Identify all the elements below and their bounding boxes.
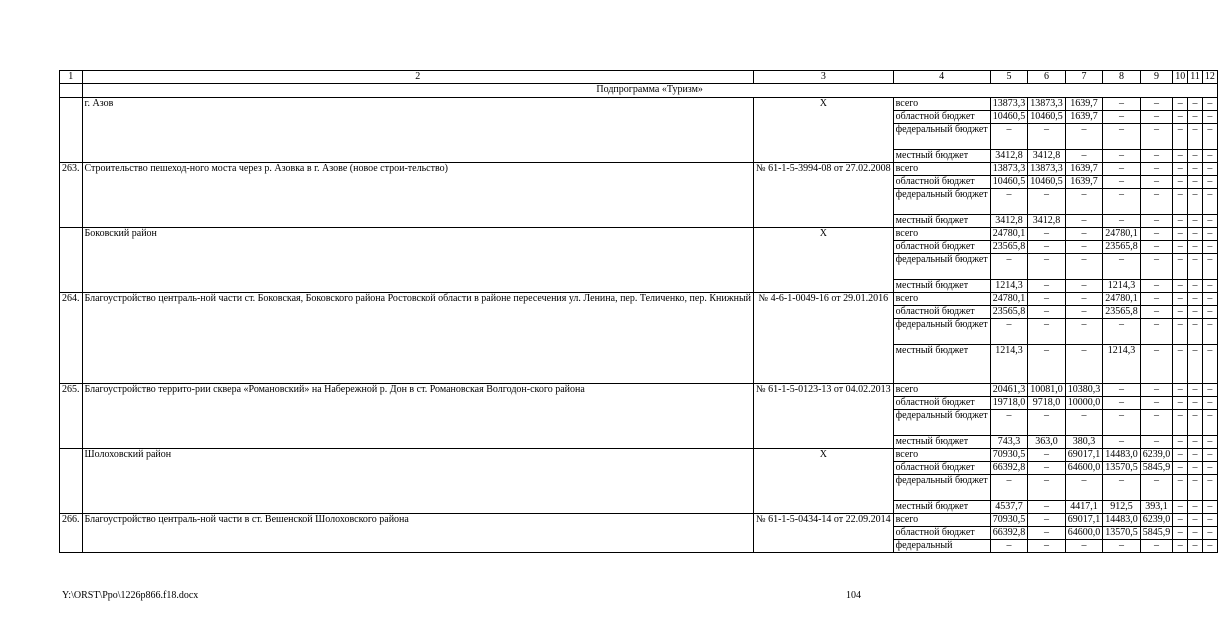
amount-cell: – (1202, 228, 1217, 241)
amount-cell: 24780,1 (990, 293, 1028, 306)
amount-cell: – (1202, 449, 1217, 462)
amount-cell: – (1065, 254, 1103, 280)
column-header: 1 (60, 71, 83, 84)
amount-cell: – (1140, 215, 1173, 228)
row-number: 265. (60, 384, 83, 449)
amount-cell: 23565,8 (990, 306, 1028, 319)
amount-cell: – (1202, 384, 1217, 397)
amount-cell: 10460,5 (990, 111, 1028, 124)
amount-cell: 3412,8 (1028, 215, 1066, 228)
amount-cell: – (1202, 163, 1217, 176)
budget-source-label: местный бюджет (893, 436, 990, 449)
amount-cell: 6239,0 (1140, 449, 1173, 462)
amount-cell: – (1173, 228, 1188, 241)
amount-cell: – (1103, 111, 1141, 124)
amount-cell: – (1188, 345, 1203, 384)
table-row (60, 449, 1218, 462)
amount-cell: – (1028, 410, 1066, 436)
amount-cell: – (1202, 150, 1217, 163)
project-document: № 61-1-5-0434-14 от 22.09.2014 (754, 514, 894, 553)
amount-cell: – (1202, 527, 1217, 540)
amount-cell: – (1140, 98, 1173, 111)
amount-cell: – (1188, 124, 1203, 150)
amount-cell: 24780,1 (1103, 228, 1141, 241)
amount-cell: – (990, 124, 1028, 150)
amount-cell: 13570,5 (1103, 527, 1141, 540)
column-header: 7 (1065, 71, 1103, 84)
amount-cell: – (1188, 475, 1203, 501)
amount-cell: – (1173, 306, 1188, 319)
amount-cell: – (1173, 475, 1188, 501)
project-document: № 4-6-1-0049-16 от 29.01.2016 (754, 293, 894, 384)
table-row (60, 163, 1218, 176)
budget-source-label: местный бюджет (893, 501, 990, 514)
amount-cell: – (1188, 501, 1203, 514)
amount-cell: – (1173, 189, 1188, 215)
amount-cell: – (1103, 163, 1141, 176)
amount-cell: – (1173, 345, 1188, 384)
amount-cell: – (990, 475, 1028, 501)
amount-cell: – (1173, 449, 1188, 462)
amount-cell: – (1173, 280, 1188, 293)
amount-cell: – (1103, 436, 1141, 449)
column-header: 9 (1140, 71, 1173, 84)
amount-cell: 1214,3 (990, 345, 1028, 384)
document-path: Y:\ORST\Ppo\1226p866.f18.docx (62, 590, 199, 601)
amount-cell: 380,3 (1065, 436, 1103, 449)
amount-cell: 69017,1 (1065, 514, 1103, 527)
amount-cell: – (1103, 150, 1141, 163)
amount-cell: 10460,5 (1028, 176, 1066, 189)
amount-cell: – (1065, 306, 1103, 319)
column-header: 10 (1173, 71, 1188, 84)
object-name: г. Азов (82, 98, 754, 163)
amount-cell: – (1103, 319, 1141, 345)
amount-cell: 912,5 (1103, 501, 1141, 514)
amount-cell: 1639,7 (1065, 176, 1103, 189)
amount-cell: – (1140, 176, 1173, 189)
budget-source-label: местный бюджет (893, 150, 990, 163)
amount-cell: 10081,0 (1028, 384, 1066, 397)
amount-cell: – (1202, 176, 1217, 189)
amount-cell: – (1028, 254, 1066, 280)
amount-cell: 19718,0 (990, 397, 1028, 410)
amount-cell: – (1140, 280, 1173, 293)
object-name: Шолоховский район (82, 449, 754, 514)
amount-cell: – (1028, 449, 1066, 462)
amount-cell: – (1140, 189, 1173, 215)
amount-cell: – (1173, 293, 1188, 306)
amount-cell: – (990, 540, 1028, 553)
budget-source-label: всего (893, 384, 990, 397)
amount-cell: – (990, 319, 1028, 345)
amount-cell: 13873,3 (990, 163, 1028, 176)
amount-cell: – (1188, 228, 1203, 241)
amount-cell: – (1202, 462, 1217, 475)
amount-cell: – (1188, 306, 1203, 319)
amount-cell: – (1103, 176, 1141, 189)
budget-source-label: областной бюджет (893, 176, 990, 189)
amount-cell: 24780,1 (1103, 293, 1141, 306)
amount-cell: 20461,3 (990, 384, 1028, 397)
amount-cell: – (1173, 436, 1188, 449)
amount-cell: – (990, 410, 1028, 436)
amount-cell: – (990, 254, 1028, 280)
amount-cell: 3412,8 (990, 215, 1028, 228)
amount-cell: – (1202, 410, 1217, 436)
amount-cell: – (1065, 319, 1103, 345)
amount-cell: – (1140, 150, 1173, 163)
column-header: 11 (1188, 71, 1203, 84)
budget-source-label: областной бюджет (893, 111, 990, 124)
amount-cell: – (1103, 397, 1141, 410)
amount-cell: – (1140, 540, 1173, 553)
budget-table (59, 70, 1218, 553)
table-row (60, 228, 1218, 241)
subprogram-row (60, 84, 1218, 98)
table-row (60, 514, 1218, 527)
amount-cell: – (1173, 319, 1188, 345)
amount-cell: – (1028, 241, 1066, 254)
amount-cell: – (1173, 124, 1188, 150)
amount-cell: – (1173, 176, 1188, 189)
amount-cell: 13873,3 (990, 98, 1028, 111)
amount-cell: – (1188, 449, 1203, 462)
amount-cell: – (1173, 163, 1188, 176)
amount-cell: 10000,0 (1065, 397, 1103, 410)
amount-cell: 13873,3 (1028, 163, 1066, 176)
amount-cell: – (1140, 163, 1173, 176)
row-number: 264. (60, 293, 83, 384)
amount-cell: – (1028, 345, 1066, 384)
amount-cell: 10460,5 (990, 176, 1028, 189)
amount-cell: – (1140, 436, 1173, 449)
amount-cell: 9718,0 (1028, 397, 1066, 410)
amount-cell: – (1103, 410, 1141, 436)
amount-cell: – (1103, 98, 1141, 111)
amount-cell: – (1065, 475, 1103, 501)
amount-cell: – (1140, 410, 1173, 436)
column-header: 3 (754, 71, 894, 84)
project-document: Х (754, 449, 894, 514)
amount-cell: – (1140, 111, 1173, 124)
project-document: № 61-1-5-0123-13 от 04.02.2013 (754, 384, 894, 449)
amount-cell: – (1173, 241, 1188, 254)
amount-cell: – (1065, 280, 1103, 293)
amount-cell: – (1140, 345, 1173, 384)
amount-cell: – (1202, 514, 1217, 527)
amount-cell: – (1188, 98, 1203, 111)
amount-cell: 1639,7 (1065, 163, 1103, 176)
amount-cell: – (1202, 111, 1217, 124)
amount-cell: – (1202, 319, 1217, 345)
budget-source-label: местный бюджет (893, 215, 990, 228)
amount-cell: 1639,7 (1065, 98, 1103, 111)
amount-cell: – (1173, 150, 1188, 163)
amount-cell: – (1202, 436, 1217, 449)
budget-source-label: областной бюджет (893, 397, 990, 410)
amount-cell: 23565,8 (990, 241, 1028, 254)
amount-cell: 363,0 (1028, 436, 1066, 449)
amount-cell: – (1028, 306, 1066, 319)
amount-cell: – (1202, 241, 1217, 254)
amount-cell: – (1202, 280, 1217, 293)
table-row (60, 293, 1218, 306)
amount-cell: – (1188, 319, 1203, 345)
row-number (60, 449, 83, 514)
amount-cell: – (1202, 189, 1217, 215)
amount-cell: 64600,0 (1065, 527, 1103, 540)
column-header: 2 (82, 71, 754, 84)
subprogram-title: Подпрограмма «Туризм» (82, 84, 1217, 98)
budget-source-label: местный бюджет (893, 280, 990, 293)
table-row (60, 98, 1218, 111)
table-row (60, 384, 1218, 397)
object-name: Боковский район (82, 228, 754, 293)
amount-cell: – (1140, 319, 1173, 345)
amount-cell: – (1202, 215, 1217, 228)
amount-cell: 64600,0 (1065, 462, 1103, 475)
column-header: 5 (990, 71, 1028, 84)
budget-source-label: всего (893, 293, 990, 306)
row-number (60, 98, 83, 163)
amount-cell: – (1188, 280, 1203, 293)
amount-cell: – (1028, 189, 1066, 215)
amount-cell: – (1028, 124, 1066, 150)
amount-cell: – (1103, 189, 1141, 215)
amount-cell: 13570,5 (1103, 462, 1141, 475)
project-document: Х (754, 228, 894, 293)
budget-source-label: всего (893, 98, 990, 111)
amount-cell: 23565,8 (1103, 306, 1141, 319)
amount-cell: – (1103, 254, 1141, 280)
budget-source-label: областной бюджет (893, 306, 990, 319)
row-number (60, 228, 83, 293)
amount-cell: – (1140, 124, 1173, 150)
amount-cell: – (1188, 163, 1203, 176)
amount-cell: – (1188, 410, 1203, 436)
amount-cell: – (1188, 254, 1203, 280)
amount-cell: 66392,8 (990, 527, 1028, 540)
amount-cell: 3412,8 (990, 150, 1028, 163)
amount-cell: – (1188, 436, 1203, 449)
amount-cell: – (1028, 527, 1066, 540)
amount-cell: – (1188, 241, 1203, 254)
amount-cell: 14483,0 (1103, 449, 1141, 462)
amount-cell: – (1188, 150, 1203, 163)
amount-cell: 6239,0 (1140, 514, 1173, 527)
budget-source-label: федеральный бюджет (893, 475, 990, 501)
budget-source-label: областной бюджет (893, 462, 990, 475)
amount-cell: 10460,5 (1028, 111, 1066, 124)
amount-cell: 14483,0 (1103, 514, 1141, 527)
amount-cell: – (1188, 397, 1203, 410)
amount-cell: – (1173, 540, 1188, 553)
column-header: 8 (1103, 71, 1141, 84)
amount-cell: 1639,7 (1065, 111, 1103, 124)
amount-cell: – (1202, 124, 1217, 150)
amount-cell: – (1065, 228, 1103, 241)
amount-cell: 3412,8 (1028, 150, 1066, 163)
amount-cell: – (1188, 189, 1203, 215)
amount-cell: – (1173, 254, 1188, 280)
amount-cell: – (1202, 397, 1217, 410)
budget-source-label: всего (893, 514, 990, 527)
amount-cell: – (1188, 462, 1203, 475)
amount-cell: – (1202, 475, 1217, 501)
amount-cell: – (1140, 241, 1173, 254)
amount-cell: – (1188, 111, 1203, 124)
amount-cell: – (1065, 215, 1103, 228)
page-number: 104 (846, 590, 861, 601)
amount-cell: – (1065, 540, 1103, 553)
amount-cell: 1214,3 (1103, 345, 1141, 384)
amount-cell: – (1140, 475, 1173, 501)
amount-cell: – (1202, 254, 1217, 280)
budget-source-label: федеральный бюджет (893, 254, 990, 280)
amount-cell: – (1028, 540, 1066, 553)
budget-source-label: федеральный (893, 540, 990, 553)
amount-cell: – (1065, 293, 1103, 306)
amount-cell: – (1188, 540, 1203, 553)
amount-cell: – (1188, 384, 1203, 397)
amount-cell: 23565,8 (1103, 241, 1141, 254)
object-name: Благоустройство централь-ной части ст. Боковская, Боковского района Ростовской области в районе пересечения ул. Ленина, пер. Теличенко, пер. Книжный (82, 293, 754, 384)
amount-cell: 743,3 (990, 436, 1028, 449)
amount-cell: – (1173, 501, 1188, 514)
amount-cell: – (1173, 527, 1188, 540)
amount-cell: – (1173, 111, 1188, 124)
amount-cell: 4537,7 (990, 501, 1028, 514)
amount-cell: – (1202, 345, 1217, 384)
amount-cell: – (1173, 514, 1188, 527)
amount-cell: – (1173, 98, 1188, 111)
budget-source-label: федеральный бюджет (893, 124, 990, 150)
amount-cell: 1214,3 (1103, 280, 1141, 293)
amount-cell: – (1103, 124, 1141, 150)
object-name: Благоустройство террито-рии сквера «Романовский» на Набережной р. Дон в ст. Романовская Волгодон-ского района (82, 384, 754, 449)
amount-cell: – (1188, 527, 1203, 540)
budget-source-label: местный бюджет (893, 345, 990, 384)
row-number: 263. (60, 163, 83, 228)
amount-cell: – (1173, 384, 1188, 397)
amount-cell: – (1140, 384, 1173, 397)
amount-cell: – (1188, 293, 1203, 306)
amount-cell: – (1188, 215, 1203, 228)
amount-cell: – (1140, 306, 1173, 319)
amount-cell: – (1103, 540, 1141, 553)
amount-cell: 1214,3 (990, 280, 1028, 293)
budget-source-label: всего (893, 449, 990, 462)
amount-cell: – (1202, 540, 1217, 553)
amount-cell: 10380,3 (1065, 384, 1103, 397)
amount-cell: 13873,3 (1028, 98, 1066, 111)
budget-source-label: федеральный бюджет (893, 319, 990, 345)
amount-cell: – (1065, 345, 1103, 384)
amount-cell: – (1103, 215, 1141, 228)
amount-cell: – (1028, 514, 1066, 527)
amount-cell: – (1028, 280, 1066, 293)
row-number: 266. (60, 514, 83, 553)
amount-cell: – (1028, 293, 1066, 306)
amount-cell: 70930,5 (990, 449, 1028, 462)
amount-cell: – (1140, 397, 1173, 410)
amount-cell: – (1065, 241, 1103, 254)
budget-source-label: областной бюджет (893, 241, 990, 254)
amount-cell: 70930,5 (990, 514, 1028, 527)
amount-cell: – (1202, 293, 1217, 306)
budget-source-label: федеральный бюджет (893, 410, 990, 436)
object-name: Строительство пешеход-ного моста через р. Азовка в г. Азове (новое строи-тельство) (82, 163, 754, 228)
project-document: № 61-1-5-3994-08 от 27.02.2008 (754, 163, 894, 228)
budget-source-label: областной бюджет (893, 527, 990, 540)
amount-cell: – (990, 189, 1028, 215)
amount-cell: 66392,8 (990, 462, 1028, 475)
object-name: Благоустройство централь-ной части в ст. Вешенской Шолоховского района (82, 514, 754, 553)
amount-cell: 5845,9 (1140, 462, 1173, 475)
amount-cell: – (1173, 397, 1188, 410)
amount-cell: – (1065, 189, 1103, 215)
column-header: 6 (1028, 71, 1066, 84)
amount-cell: – (1065, 150, 1103, 163)
amount-cell: – (1103, 384, 1141, 397)
amount-cell: – (1188, 514, 1203, 527)
budget-source-label: всего (893, 163, 990, 176)
amount-cell: – (1028, 475, 1066, 501)
amount-cell: 4417,1 (1065, 501, 1103, 514)
amount-cell: – (1140, 228, 1173, 241)
column-header: 4 (893, 71, 990, 84)
project-document: Х (754, 98, 894, 163)
amount-cell: – (1028, 319, 1066, 345)
amount-cell: 69017,1 (1065, 449, 1103, 462)
amount-cell: – (1140, 293, 1173, 306)
column-number-row (60, 71, 1218, 84)
amount-cell: 393,1 (1140, 501, 1173, 514)
amount-cell: – (1065, 410, 1103, 436)
amount-cell: – (1173, 410, 1188, 436)
amount-cell: – (1202, 306, 1217, 319)
amount-cell: – (1202, 98, 1217, 111)
amount-cell: – (1028, 501, 1066, 514)
amount-cell: 5845,9 (1140, 527, 1173, 540)
column-header: 12 (1202, 71, 1217, 84)
amount-cell: – (1028, 228, 1066, 241)
amount-cell: – (1028, 462, 1066, 475)
amount-cell: – (1188, 176, 1203, 189)
amount-cell: – (1103, 475, 1141, 501)
budget-source-label: федеральный бюджет (893, 189, 990, 215)
amount-cell: 24780,1 (990, 228, 1028, 241)
amount-cell: – (1173, 462, 1188, 475)
amount-cell: – (1202, 501, 1217, 514)
amount-cell: – (1173, 215, 1188, 228)
amount-cell: – (1065, 124, 1103, 150)
budget-source-label: всего (893, 228, 990, 241)
amount-cell: – (1140, 254, 1173, 280)
